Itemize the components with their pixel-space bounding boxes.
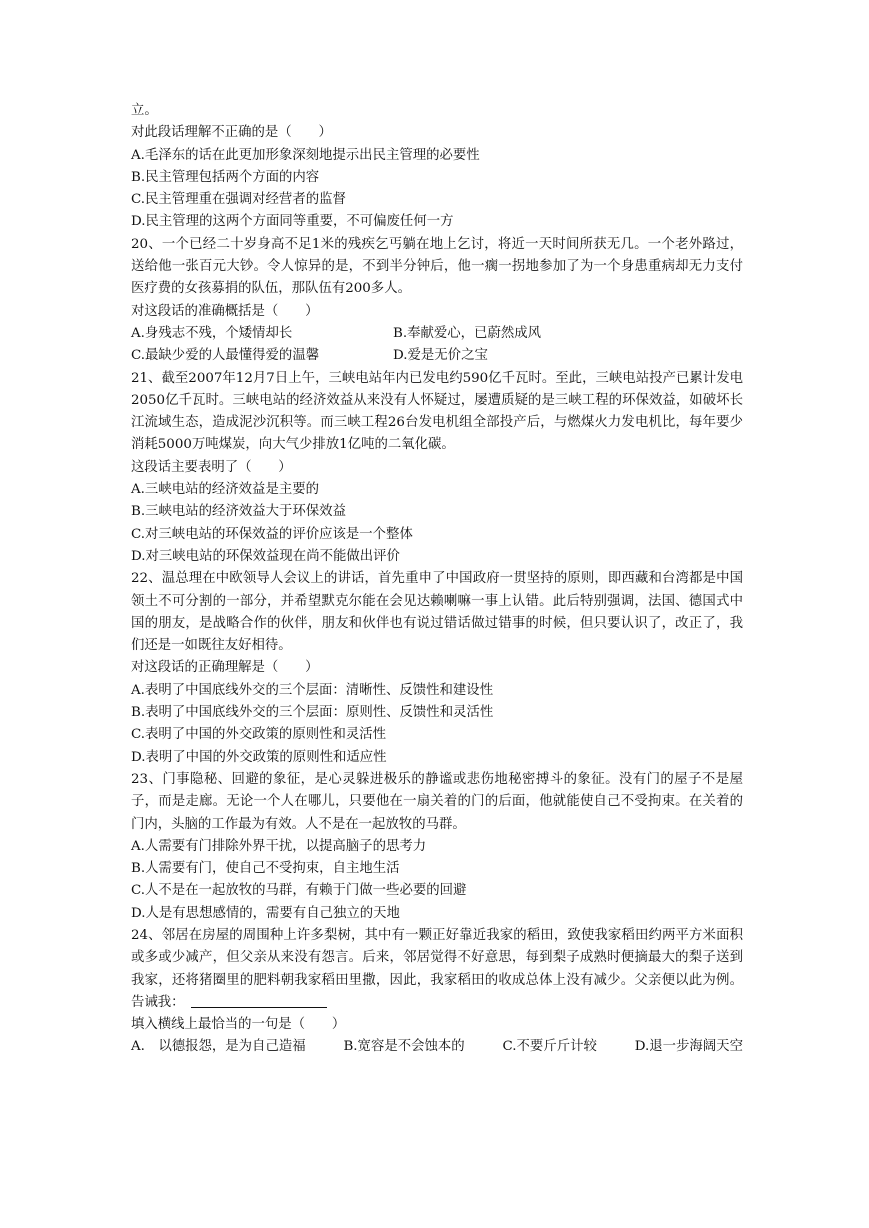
question-20-options-row-1 — [131, 323, 743, 345]
question-22-option-c: C.表明了中国的外交政策的原则性和灵活性 — [131, 727, 387, 743]
question-21-option-a: A.三峡电站的经济效益是主要的 — [131, 482, 320, 498]
document-page — [131, 100, 743, 1059]
question-24-option-a: A. 以德报怨，是为自己造福 — [131, 1039, 306, 1055]
question-21-text: 21、截至2007年12月7日上午，三峡电站年内已发电约590亿千瓦时。至此，三峡电站投产已累计发电2050亿千瓦时。三峡电站的经济效益从来没有人怀疑过，屡遭质疑的是三峡工程的环保效益，如破坏长江流域生态，造成泥沙沉积等。而三峡工程26台发电机组全部投产后，与燃煤火力发电机比，每年要少消耗5000万吨煤炭，向大气少排放1亿吨的二氧化碳。 — [131, 370, 743, 453]
question-20-option-a: A.身残志不残，个矮情却长 — [131, 325, 293, 341]
question-20-text: 20、一个已经二十岁身高不足1米的残疾乞丐躺在地上乞讨，将近一天时间所获无几。一个老外路过，送给他一张百元大钞。令人惊异的是，不到半分钟后，他一瘸一拐地参加了为一个身患重病却无力支付医疗费的女孩募捐的队伍，那队伍有200多人。 — [131, 236, 743, 297]
question-20-prompt: 对这段话的准确概括是（ ） — [131, 303, 319, 319]
question-23-option-a: A.人需要有门排除外界干扰，以提高脑子的思考力 — [131, 838, 427, 854]
question-22-option-b: B.表明了中国底线外交的三个层面：原则性、反馈性和灵活性 — [131, 705, 494, 721]
question-24-options-row — [131, 1036, 743, 1058]
question-24-prompt: 填入横线上最恰当的一句是（ ） — [131, 1017, 346, 1033]
question-20-option-c: C.最缺少爱的人最懂得爱的温馨 — [131, 348, 320, 364]
question-prompt: 对此段话理解不正确的是（ ） — [131, 125, 332, 141]
question-20-options-row-2 — [131, 345, 743, 367]
answer-blank — [191, 993, 327, 1008]
text-line: 立。 — [131, 103, 158, 118]
question-24-text — [131, 925, 743, 1014]
question-21-prompt: 这段话主要表明了（ ） — [131, 459, 292, 475]
question-23-option-b: B.人需要有门，使自己不受拘束，自主地生活 — [131, 861, 400, 877]
question-23-text: 23、门事隐秘、回避的象征，是心灵躲进极乐的静谧或悲伤地秘密搏斗的象征。没有门的屋子不是屋子，而是走廊。无论一个人在哪儿，只要他在一扇关着的门的后面，他就能使自己不受拘束。在关着的门内，头脑的工作最为有效。人不是在一起放牧的马群。 — [131, 771, 743, 832]
question-21-option-c: C.对三峡电站的环保效益的评价应该是一个整体 — [131, 526, 413, 542]
option-c: C.民主管理重在强调对经营者的监督 — [131, 192, 346, 208]
question-23-option-c: C.人不是在一起放牧的马群，有赖于门做一些必要的回避 — [131, 883, 467, 899]
option-b: B.民主管理包括两个方面的内容 — [131, 169, 320, 185]
option-d: D.民主管理的这两个方面同等重要，不可偏废任何一方 — [131, 214, 454, 230]
question-24-option-c: C.不要斤斤计较 — [502, 1039, 597, 1055]
question-21-option-d: D.对三峡电站的环保效益现在尚不能做出评价 — [131, 548, 400, 564]
question-22-prompt: 对这段话的正确理解是（ ） — [131, 660, 319, 676]
question-22-option-d: D.表明了中国的外交政策的原则性和适应性 — [131, 749, 387, 765]
question-22-text: 22、温总理在中欧领导人会议上的讲话，首先重申了中国政府一贯坚持的原则，即西藏和台湾都是中国领土不可分割的一部分，并希望默克尔能在会见达赖喇嘛一事上认错。此后特别强调，法国、德国式中国的朋友，是战略合作的伙伴，朋友和伙伴也有说过错话做过错事的时候，但只要认识了，改正了，我们还是一如既往友好相待。 — [131, 571, 743, 654]
question-24-option-d: D.退一步海阔天空 — [634, 1039, 743, 1055]
question-21-option-b: B.三峡电站的经济效益大于环保效益 — [131, 504, 346, 520]
question-24-body: 24、邻居在房屋的周围种上许多梨树，其中有一颗正好靠近我家的稻田，致使我家稻田约两平方米面积或多或少减产，但父亲从来没有怨言。后来，邻居觉得不好意思，每到梨子成熟时便摘最大的梨子送到我家，还将猪圈里的肥料朝我家稻田里撒，因此，我家稻田的收成总体上没有减少。父亲便以此为例。告诫我： — [131, 927, 743, 1010]
question-22-option-a: A.表明了中国底线外交的三个层面：清晰性、反馈性和建设性 — [131, 682, 494, 698]
question-23-option-d: D.人是有思想感情的，需要有自己独立的天地 — [131, 905, 400, 921]
question-20-option-b: B.奉献爱心，已蔚然成风 — [393, 325, 542, 341]
option-a: A.毛泽东的话在此更加形象深刻地提示出民主管理的必要性 — [131, 147, 480, 163]
question-20-option-d: D.爱是无价之宝 — [393, 348, 488, 364]
question-24-option-b: B.宽容是不会蚀本的 — [343, 1039, 465, 1055]
